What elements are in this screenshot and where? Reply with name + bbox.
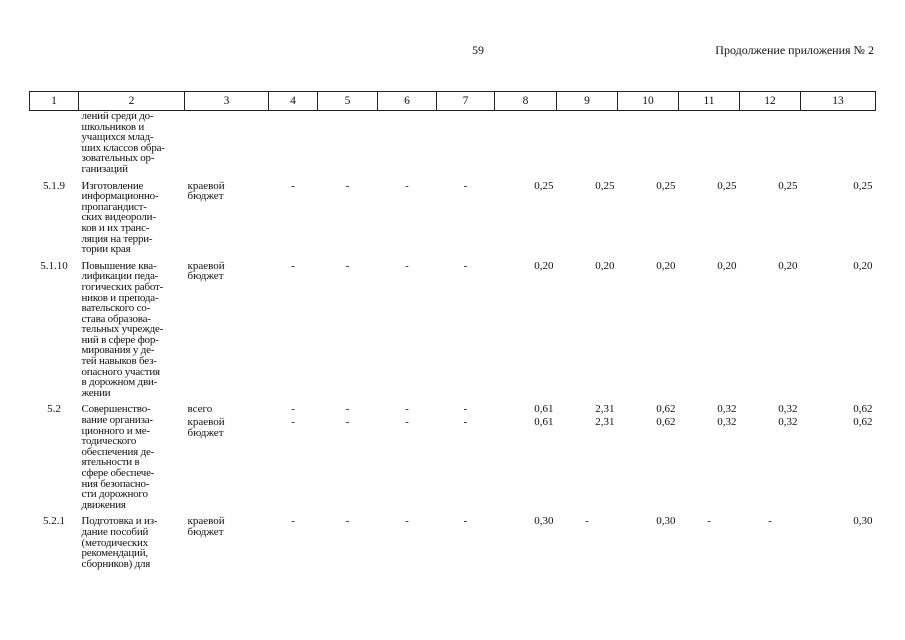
cell-value: 0,30: [656, 515, 676, 528]
column-number: 9: [557, 92, 618, 111]
funding-source: краевой бюджет: [187, 515, 225, 538]
cell-value: 0,20: [717, 259, 737, 272]
column-number: 2: [79, 92, 185, 111]
row-name: лений среди до- школьников и учащихся млад- ших классов обра- зовательных ор- ганизаций: [81, 110, 165, 175]
column-number: 5: [318, 92, 378, 111]
running-title: Продолжение приложения № 2: [715, 43, 874, 57]
cell-value: -: [291, 259, 295, 272]
cell-value: -: [707, 515, 711, 528]
cell-value: 0,20: [534, 259, 554, 272]
page-number: 59: [472, 43, 484, 57]
cell-value: 0,25: [778, 179, 798, 192]
cell-value: 0,20: [853, 259, 873, 272]
cell-value: -: [405, 259, 409, 272]
row-number: 5.1.10: [40, 259, 68, 272]
cell-value: -: [768, 515, 772, 528]
column-number: 6: [378, 92, 437, 111]
table-row: [30, 516, 876, 569]
cell-value: 2,31 2,31: [595, 403, 615, 429]
cell-value: -: [345, 179, 350, 192]
cell-value: -: [463, 259, 468, 272]
cell-value: 0,20: [778, 259, 798, 272]
table-row: [30, 404, 876, 510]
program-table: [29, 91, 876, 569]
row-number: 5.2.1: [43, 515, 65, 528]
cell-value: - -: [463, 403, 468, 429]
table-row: [30, 261, 876, 399]
cell-value: 0,61 0,61: [534, 403, 554, 429]
cell-value: - -: [345, 403, 350, 429]
cell-value: -: [345, 259, 350, 272]
row-number: 5.2: [47, 403, 61, 416]
cell-value: -: [585, 515, 589, 528]
cell-value: 0,30: [534, 515, 554, 528]
column-number: 10: [618, 92, 679, 111]
column-number: 7: [437, 92, 495, 111]
table-row: [30, 181, 876, 255]
column-number-row: [30, 92, 876, 111]
cell-value: 0,30: [853, 515, 873, 528]
row-name: Изготовление информационно- пропагандист- ских видеороли- ков и их транс- ляция на терри- тории края: [81, 179, 159, 256]
cell-value: 0,32 0,32: [717, 403, 737, 429]
cell-value: 0,62 0,62: [853, 403, 873, 429]
funding-source: всего краевой бюджет: [187, 403, 225, 439]
row-name: Совершенство- вание организа- ционного и ме- тодического обеспечения де- ятельности в сфере обеспече- ния безопасно- сти дорожного движения: [81, 403, 155, 511]
cell-value: 0,32 0,32: [778, 403, 798, 429]
cell-value: -: [345, 515, 350, 528]
column-number: 4: [269, 92, 318, 111]
column-number: 13: [801, 92, 876, 111]
column-number: 8: [495, 92, 557, 111]
row-number: 5.1.9: [43, 179, 65, 192]
table-row-carry-over: [30, 111, 876, 175]
cell-value: 0,20: [656, 259, 676, 272]
column-number: 11: [679, 92, 740, 111]
cell-value: - -: [405, 403, 409, 429]
cell-value: -: [463, 179, 468, 192]
cell-value: - -: [291, 403, 295, 429]
row-name: Повышение ква- лификации педа- гогических работ- ников и препода- вательского со- става образова- тельных учрежде- ний в сфере фор- мирования у де- тей навыков без- опасного участия в дорожном дви- жении: [81, 259, 164, 399]
column-number: 12: [740, 92, 801, 111]
cell-value: -: [291, 179, 295, 192]
cell-value: -: [405, 515, 409, 528]
funding-source: краевой бюджет: [187, 179, 225, 203]
cell-value: -: [405, 179, 409, 192]
cell-value: 0,25: [656, 179, 676, 192]
cell-value: -: [463, 515, 468, 528]
cell-value: -: [291, 515, 295, 528]
row-name: Подготовка и из- дание пособий (методических рекомендаций, сборников) для: [81, 515, 158, 570]
column-number: 1: [30, 92, 79, 111]
cell-value: 0,25: [717, 179, 737, 192]
column-number: 3: [185, 92, 269, 111]
cell-value: 0,25: [534, 179, 554, 192]
cell-value: 0,62 0,62: [656, 403, 676, 429]
funding-source: краевой бюджет: [187, 259, 225, 283]
cell-value: 0,25: [853, 179, 873, 192]
cell-value: 0,25: [595, 179, 615, 192]
cell-value: 0,20: [595, 259, 615, 272]
